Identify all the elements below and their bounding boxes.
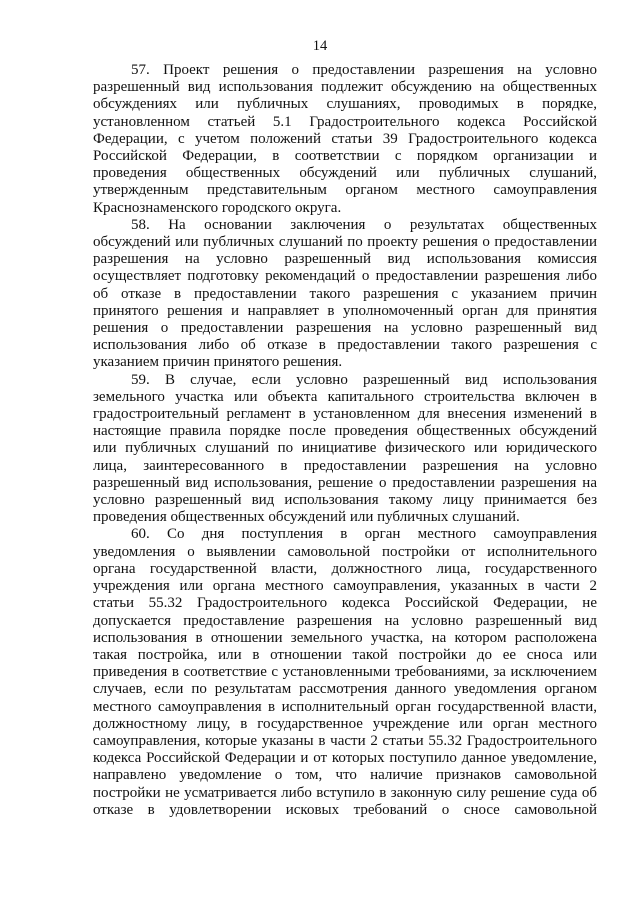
text-line: об отказе в предоставлении такого разрешения с указанием причин bbox=[93, 285, 597, 302]
text-line: условно разрешенный вид использования такому лицу принимается без bbox=[93, 492, 597, 509]
text-line: отказе в удовлетворении исковых требований о сносе самовольной bbox=[93, 801, 597, 818]
text-line: решения о предоставлении разрешения на условно разрешенный вид bbox=[93, 320, 597, 337]
paragraph-57 bbox=[93, 62, 597, 217]
page-number: 14 bbox=[312, 38, 328, 54]
text-line: разрешенный вид использования подлежит обсуждению на общественных bbox=[93, 79, 597, 96]
text-line: указанием причин принятого решения. bbox=[93, 354, 343, 371]
text-line: приведения в соответствие с установленными требованиями, за исключением bbox=[93, 664, 597, 681]
text-line: Краснознаменского городского округа. bbox=[93, 199, 342, 216]
text-line: обсуждениях или публичных слушаниях, проводимых в порядке, bbox=[93, 96, 597, 113]
text-line: разрешения на условно разрешенный вид использования комиссия bbox=[93, 251, 597, 268]
text-line: настоящие правила порядке после проведения общественных обсуждений bbox=[93, 423, 597, 440]
text-line: самоуправления, которые указаны в части 2 статьи 55.32 Градостроительного bbox=[93, 732, 597, 749]
text-line: направлено уведомление о том, что наличие признаков самовольной bbox=[93, 767, 597, 784]
text-line: проведения общественных обсуждений или публичных слушаний, bbox=[93, 165, 597, 182]
text-line: Федерации, с учетом положений статьи 39 Градостроительного кодекса bbox=[93, 130, 597, 147]
text-line: 58. На основании заключения о результатах общественных bbox=[131, 216, 597, 233]
text-line: земельного участка или объекта капитального строительства включен в bbox=[93, 388, 597, 405]
text-line: градостроительный регламент в установленном для внесения изменений в bbox=[93, 406, 597, 423]
paragraph-58 bbox=[93, 217, 597, 372]
text-line: установленном статьей 5.1 Градостроительного кодекса Российской bbox=[93, 113, 597, 130]
text-line: разрешенный вид использования, решение о предоставлении разрешения на bbox=[93, 474, 597, 491]
text-line: обсуждений или публичных слушаний по проекту решения о предоставлении bbox=[93, 234, 597, 251]
text-line: такая постройка, или в отношении такой постройки до ее сноса или bbox=[93, 646, 597, 663]
text-line: 60. Со дня поступления в орган местного самоуправления bbox=[131, 526, 597, 543]
text-line: 57. Проект решения о предоставлении разрешения на условно bbox=[131, 62, 597, 78]
text-line: принятого решения и направляет в уполномоченный орган для принятия bbox=[93, 302, 597, 319]
text-line: допускается предоставление разрешения на условно разрешенный вид bbox=[93, 612, 597, 629]
text-line: местного самоуправления в исполнительный орган государственной власти, bbox=[93, 698, 597, 715]
text-line: использования либо об отказе в предоставлении такого разрешения с bbox=[93, 337, 597, 354]
text-line: 59. В случае, если условно разрешенный вид использования bbox=[131, 371, 597, 388]
text-line: осуществляет подготовку рекомендаций о предоставлении разрешения либо bbox=[93, 268, 597, 285]
document-body bbox=[93, 62, 597, 819]
text-line: кодекса Российской Федерации и от которых поступило данное уведомление, bbox=[93, 750, 597, 767]
text-line: использования в отношении земельного участка, на котором расположена bbox=[93, 629, 597, 646]
paragraph-59 bbox=[93, 372, 597, 527]
text-line: лица, заинтересованного в предоставлении разрешения на условно bbox=[93, 457, 597, 474]
text-line: или публичных слушаний по инициативе физического или юридического bbox=[93, 440, 597, 457]
text-line: статьи 55.32 Градостроительного кодекса Российской Федерации, не bbox=[93, 595, 597, 612]
text-line: уведомления о выявлении самовольной постройки от исполнительного bbox=[93, 543, 597, 560]
text-line: органа государственной власти, должностного лица, государственного bbox=[93, 560, 597, 577]
text-line: утвержденным представительным органом местного самоуправления bbox=[93, 182, 597, 199]
text-line: учреждения или органа местного самоуправления, указанных в части 2 bbox=[93, 578, 597, 595]
paragraph-60 bbox=[93, 526, 597, 818]
text-line: проведения общественных обсуждений или публичных слушаний. bbox=[93, 509, 520, 526]
text-line: случаев, если по результатам рассмотрения данного уведомления органом bbox=[93, 681, 597, 698]
text-line: постройки не усматривается либо вступило в законную силу решение суда об bbox=[93, 784, 597, 801]
text-line: Российской Федерации, в соответствии с порядком организации и bbox=[93, 148, 597, 165]
text-line: должностному лицу, в государственное учреждение или орган местного bbox=[93, 715, 597, 732]
